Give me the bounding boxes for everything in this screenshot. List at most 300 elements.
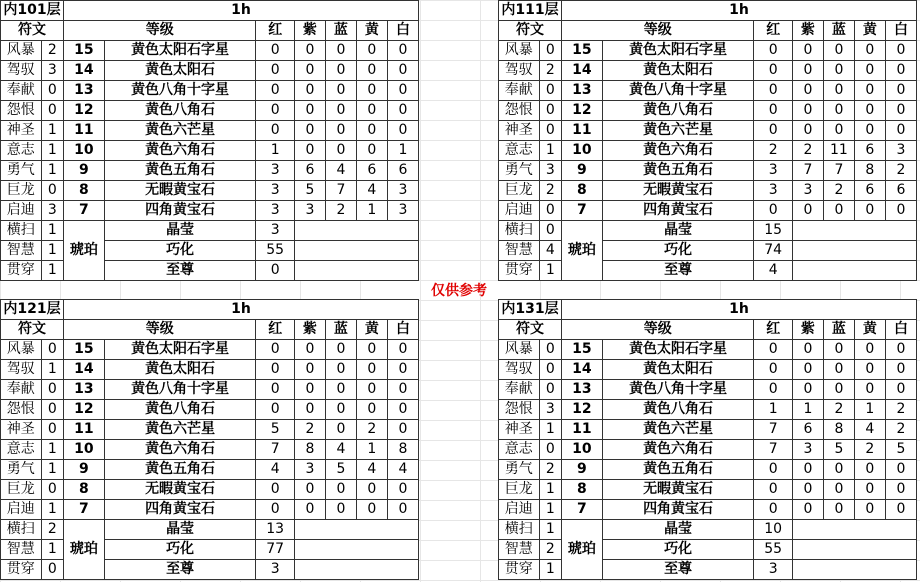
duration-label[interactable]: 1h [64,1,419,21]
rune-count-cell[interactable]: 1 [41,221,63,241]
color-count-cell[interactable]: 6 [854,181,885,201]
stone-name-cell[interactable]: 四角黄宝石 [602,500,754,520]
color-count-cell[interactable]: 3 [885,141,916,161]
rune-name-cell[interactable]: 意志 [1,440,42,460]
level-number-cell[interactable]: 8 [562,480,603,500]
rune-name-cell[interactable]: 奉献 [499,380,540,400]
color-header[interactable]: 红 [256,320,294,340]
rune-count-cell[interactable]: 1 [539,261,561,281]
stone-name-cell[interactable]: 黄色太阳石字星 [104,41,256,61]
color-count-cell[interactable]: 0 [792,460,823,480]
color-count-cell[interactable]: 7 [823,161,854,181]
color-header[interactable]: 白 [885,21,916,41]
color-count-cell[interactable]: 0 [356,400,387,420]
color-count-cell[interactable]: 0 [854,121,885,141]
rune-name-cell[interactable]: 智慧 [1,241,42,261]
color-count-cell[interactable]: 0 [885,61,916,81]
color-count-cell[interactable]: 0 [294,61,325,81]
level-number-cell[interactable]: 11 [562,121,603,141]
color-count-cell[interactable]: 0 [256,121,294,141]
rune-count-cell[interactable]: 0 [41,420,63,440]
stone-name-cell[interactable]: 黄色八角石 [104,400,256,420]
rune-count-cell[interactable]: 1 [41,121,63,141]
color-count-cell[interactable]: 0 [256,340,294,360]
rune-name-cell[interactable]: 勇气 [499,161,540,181]
stone-name-cell[interactable]: 黄色太阳石 [104,61,256,81]
level-number-cell[interactable]: 9 [64,460,105,480]
amber-item-name[interactable]: 晶莹 [104,520,256,540]
level-number-cell[interactable]: 11 [562,420,603,440]
color-count-cell[interactable]: 4 [325,161,356,181]
rune-name-cell[interactable]: 巨龙 [1,480,42,500]
color-count-cell[interactable]: 0 [256,41,294,61]
rune-count-cell[interactable]: 0 [539,340,561,360]
rune-name-cell[interactable]: 风暴 [499,340,540,360]
color-count-cell[interactable]: 0 [325,360,356,380]
stone-name-cell[interactable]: 黄色八角石 [104,101,256,121]
color-count-cell[interactable]: 0 [823,41,854,61]
color-count-cell[interactable]: 2 [792,141,823,161]
stone-name-cell[interactable]: 黄色太阳石 [602,360,754,380]
amber-item-value[interactable]: 3 [256,560,294,580]
color-count-cell[interactable]: 3 [387,201,418,221]
level-number-cell[interactable]: 14 [64,61,105,81]
rune-name-cell[interactable]: 启迪 [499,201,540,221]
stone-name-cell[interactable]: 黄色六角石 [104,440,256,460]
rune-name-cell[interactable]: 智慧 [499,540,540,560]
amber-item-name[interactable]: 巧化 [602,241,754,261]
color-header[interactable]: 黄 [356,21,387,41]
color-header[interactable]: 蓝 [823,320,854,340]
color-count-cell[interactable]: 1 [356,201,387,221]
color-count-cell[interactable]: 0 [356,141,387,161]
color-count-cell[interactable]: 0 [754,41,792,61]
color-count-cell[interactable]: 6 [294,161,325,181]
level-number-cell[interactable]: 11 [64,420,105,440]
color-header[interactable]: 紫 [792,320,823,340]
stone-name-cell[interactable]: 四角黄宝石 [602,201,754,221]
rune-name-cell[interactable]: 启迪 [1,201,42,221]
stone-name-cell[interactable]: 黄色六芒星 [602,121,754,141]
floor-title[interactable]: 内101层 [1,1,64,21]
color-header[interactable]: 白 [387,320,418,340]
stone-name-cell[interactable]: 无暇黄宝石 [104,480,256,500]
rune-count-cell[interactable]: 0 [539,221,561,241]
rune-name-cell[interactable]: 勇气 [1,460,42,480]
color-header[interactable]: 黄 [356,320,387,340]
color-count-cell[interactable]: 3 [256,201,294,221]
stone-name-cell[interactable]: 黄色六芒星 [104,420,256,440]
color-count-cell[interactable]: 0 [754,340,792,360]
level-number-cell[interactable]: 13 [562,81,603,101]
rune-name-cell[interactable]: 巨龙 [1,181,42,201]
stone-name-cell[interactable]: 黄色五角石 [602,161,754,181]
color-count-cell[interactable]: 0 [387,121,418,141]
color-count-cell[interactable]: 0 [854,41,885,61]
rune-name-cell[interactable]: 怨恨 [499,101,540,121]
level-number-cell[interactable]: 10 [562,141,603,161]
rune-name-cell[interactable]: 启迪 [499,500,540,520]
rune-count-cell[interactable]: 1 [41,141,63,161]
color-count-cell[interactable]: 0 [854,460,885,480]
amber-item-name[interactable]: 晶莹 [104,221,256,241]
stone-name-cell[interactable]: 黄色太阳石字星 [602,340,754,360]
color-count-cell[interactable]: 0 [294,360,325,380]
color-count-cell[interactable]: 0 [294,41,325,61]
level-number-cell[interactable]: 10 [64,141,105,161]
color-count-cell[interactable]: 0 [792,201,823,221]
amber-item-value[interactable]: 0 [256,261,294,281]
rune-name-cell[interactable]: 神圣 [499,121,540,141]
color-count-cell[interactable]: 0 [823,201,854,221]
rune-count-cell[interactable]: 0 [539,380,561,400]
color-count-cell[interactable]: 0 [823,500,854,520]
rune-count-cell[interactable]: 3 [539,400,561,420]
color-header[interactable]: 红 [256,21,294,41]
rune-name-cell[interactable]: 神圣 [499,420,540,440]
empty-cell[interactable] [294,540,418,560]
rune-count-cell[interactable]: 0 [539,440,561,460]
color-count-cell[interactable]: 4 [256,460,294,480]
stone-name-cell[interactable]: 黄色五角石 [104,161,256,181]
color-count-cell[interactable]: 0 [325,380,356,400]
color-count-cell[interactable]: 0 [792,360,823,380]
rune-count-cell[interactable]: 2 [41,41,63,61]
color-count-cell[interactable]: 0 [325,61,356,81]
color-count-cell[interactable]: 0 [854,500,885,520]
rune-count-cell[interactable]: 1 [539,420,561,440]
rune-count-cell[interactable]: 1 [41,440,63,460]
rune-name-cell[interactable]: 怨恨 [499,400,540,420]
color-count-cell[interactable]: 0 [792,480,823,500]
color-header[interactable]: 红 [754,21,792,41]
color-count-cell[interactable]: 0 [387,81,418,101]
color-count-cell[interactable]: 2 [885,400,916,420]
color-count-cell[interactable]: 0 [325,480,356,500]
level-number-cell[interactable]: 9 [562,460,603,480]
color-count-cell[interactable]: 0 [294,500,325,520]
stone-name-cell[interactable]: 黄色八角十字星 [602,380,754,400]
duration-label[interactable]: 1h [64,300,419,320]
rune-count-cell[interactable]: 0 [41,181,63,201]
amber-item-name[interactable]: 至尊 [602,560,754,580]
empty-cell[interactable] [792,261,916,281]
color-count-cell[interactable]: 7 [754,420,792,440]
amber-item-value[interactable]: 13 [256,520,294,540]
color-count-cell[interactable]: 2 [823,400,854,420]
color-count-cell[interactable]: 0 [387,360,418,380]
color-count-cell[interactable]: 0 [885,121,916,141]
color-count-cell[interactable]: 0 [294,101,325,121]
color-count-cell[interactable]: 7 [754,440,792,460]
rune-count-cell[interactable]: 0 [539,101,561,121]
color-count-cell[interactable]: 0 [792,121,823,141]
color-count-cell[interactable]: 0 [387,420,418,440]
rune-count-cell[interactable]: 2 [539,61,561,81]
color-count-cell[interactable]: 5 [325,460,356,480]
color-count-cell[interactable]: 0 [325,500,356,520]
rune-name-cell[interactable]: 奉献 [1,81,42,101]
color-count-cell[interactable]: 2 [754,141,792,161]
duration-label[interactable]: 1h [562,300,917,320]
rune-name-cell[interactable]: 贯穿 [499,560,540,580]
amber-label[interactable]: 琥珀 [562,520,603,580]
rune-name-cell[interactable]: 横扫 [499,520,540,540]
level-number-cell[interactable]: 7 [64,201,105,221]
color-count-cell[interactable]: 0 [356,81,387,101]
level-number-cell[interactable]: 10 [64,440,105,460]
color-count-cell[interactable]: 0 [294,141,325,161]
color-header[interactable]: 蓝 [325,320,356,340]
color-count-cell[interactable]: 8 [823,420,854,440]
color-count-cell[interactable]: 2 [294,420,325,440]
stone-name-cell[interactable]: 黄色八角石 [602,101,754,121]
level-header[interactable]: 等级 [64,320,256,340]
amber-item-value[interactable]: 10 [754,520,792,540]
color-count-cell[interactable]: 5 [823,440,854,460]
color-count-cell[interactable]: 5 [256,420,294,440]
rune-count-cell[interactable]: 0 [539,121,561,141]
stone-name-cell[interactable]: 黄色六芒星 [602,420,754,440]
color-count-cell[interactable]: 6 [356,161,387,181]
level-number-cell[interactable]: 12 [64,101,105,121]
stone-name-cell[interactable]: 黄色六角石 [602,440,754,460]
empty-cell[interactable] [792,241,916,261]
color-count-cell[interactable]: 2 [325,201,356,221]
rune-header[interactable]: 符文 [499,320,562,340]
color-count-cell[interactable]: 3 [387,181,418,201]
rune-count-cell[interactable]: 1 [41,241,63,261]
color-count-cell[interactable]: 0 [356,380,387,400]
amber-item-value[interactable]: 74 [754,241,792,261]
rune-name-cell[interactable]: 奉献 [499,81,540,101]
rune-count-cell[interactable]: 1 [41,360,63,380]
amber-item-value[interactable]: 55 [256,241,294,261]
color-count-cell[interactable]: 0 [792,81,823,101]
color-count-cell[interactable]: 0 [356,340,387,360]
rune-count-cell[interactable]: 0 [539,201,561,221]
rune-count-cell[interactable]: 0 [41,400,63,420]
color-header[interactable]: 蓝 [823,21,854,41]
color-count-cell[interactable]: 6 [387,161,418,181]
rune-count-cell[interactable]: 1 [539,560,561,580]
color-count-cell[interactable]: 0 [356,500,387,520]
floor-title[interactable]: 内131层 [499,300,562,320]
rune-name-cell[interactable]: 智慧 [499,241,540,261]
empty-cell[interactable] [792,520,916,540]
level-number-cell[interactable]: 9 [64,161,105,181]
color-count-cell[interactable]: 0 [823,121,854,141]
stone-name-cell[interactable]: 四角黄宝石 [104,201,256,221]
color-count-cell[interactable]: 0 [387,340,418,360]
color-count-cell[interactable]: 0 [754,360,792,380]
color-count-cell[interactable]: 1 [256,141,294,161]
stone-name-cell[interactable]: 无暇黄宝石 [602,480,754,500]
rune-name-cell[interactable]: 奉献 [1,380,42,400]
color-count-cell[interactable]: 4 [387,460,418,480]
color-count-cell[interactable]: 0 [854,480,885,500]
stone-name-cell[interactable]: 黄色太阳石字星 [104,340,256,360]
color-header[interactable]: 红 [754,320,792,340]
rune-count-cell[interactable]: 4 [539,241,561,261]
color-count-cell[interactable]: 3 [792,440,823,460]
stone-name-cell[interactable]: 黄色太阳石字星 [602,41,754,61]
color-count-cell[interactable]: 0 [294,121,325,141]
color-count-cell[interactable]: 0 [294,340,325,360]
rune-count-cell[interactable]: 0 [41,81,63,101]
color-count-cell[interactable]: 7 [792,161,823,181]
color-count-cell[interactable]: 0 [823,81,854,101]
rune-name-cell[interactable]: 神圣 [1,420,42,440]
color-count-cell[interactable]: 0 [356,61,387,81]
level-number-cell[interactable]: 13 [562,380,603,400]
floor-title[interactable]: 内121层 [1,300,64,320]
color-count-cell[interactable]: 1 [792,400,823,420]
rune-count-cell[interactable]: 1 [41,540,63,560]
color-count-cell[interactable]: 0 [325,101,356,121]
color-count-cell[interactable]: 0 [387,380,418,400]
rune-count-cell[interactable]: 1 [41,261,63,281]
rune-count-cell[interactable]: 0 [41,480,63,500]
color-count-cell[interactable]: 0 [823,360,854,380]
color-count-cell[interactable]: 8 [854,161,885,181]
stone-name-cell[interactable]: 黄色五角石 [602,460,754,480]
color-header[interactable]: 紫 [294,320,325,340]
rune-count-cell[interactable]: 0 [539,81,561,101]
duration-label[interactable]: 1h [562,1,917,21]
color-count-cell[interactable]: 3 [792,181,823,201]
color-count-cell[interactable]: 0 [387,61,418,81]
color-count-cell[interactable]: 0 [256,360,294,380]
empty-cell[interactable] [792,560,916,580]
rune-name-cell[interactable]: 横扫 [1,221,42,241]
color-count-cell[interactable]: 4 [356,181,387,201]
color-count-cell[interactable]: 0 [754,201,792,221]
color-header[interactable]: 紫 [792,21,823,41]
amber-item-name[interactable]: 巧化 [104,241,256,261]
level-number-cell[interactable]: 8 [562,181,603,201]
stone-name-cell[interactable]: 黄色太阳石 [104,360,256,380]
color-count-cell[interactable]: 1 [754,400,792,420]
rune-name-cell[interactable]: 风暴 [1,340,42,360]
rune-count-cell[interactable]: 1 [539,480,561,500]
level-header[interactable]: 等级 [64,21,256,41]
rune-count-cell[interactable]: 0 [41,340,63,360]
empty-cell[interactable] [294,261,418,281]
rune-name-cell[interactable]: 贯穿 [499,261,540,281]
level-number-cell[interactable]: 15 [562,340,603,360]
color-count-cell[interactable]: 0 [823,340,854,360]
color-count-cell[interactable]: 0 [256,500,294,520]
color-count-cell[interactable]: 0 [387,400,418,420]
amber-item-value[interactable]: 3 [256,221,294,241]
color-count-cell[interactable]: 0 [325,141,356,161]
color-count-cell[interactable]: 3 [294,460,325,480]
rune-count-cell[interactable]: 3 [41,61,63,81]
rune-count-cell[interactable]: 0 [41,101,63,121]
color-count-cell[interactable]: 6 [885,181,916,201]
color-header[interactable]: 白 [885,320,916,340]
color-count-cell[interactable]: 3 [754,181,792,201]
color-count-cell[interactable]: 0 [256,61,294,81]
color-count-cell[interactable]: 0 [885,101,916,121]
rune-name-cell[interactable]: 意志 [1,141,42,161]
empty-cell[interactable] [792,540,916,560]
level-header[interactable]: 等级 [562,21,754,41]
level-number-cell[interactable]: 14 [562,61,603,81]
rune-count-cell[interactable]: 0 [41,380,63,400]
color-count-cell[interactable]: 4 [325,440,356,460]
amber-item-value[interactable]: 3 [754,560,792,580]
rune-count-cell[interactable]: 3 [539,161,561,181]
rune-name-cell[interactable]: 横扫 [499,221,540,241]
rune-name-cell[interactable]: 驾驭 [1,61,42,81]
level-number-cell[interactable]: 12 [562,400,603,420]
color-count-cell[interactable]: 0 [356,360,387,380]
level-number-cell[interactable]: 14 [562,360,603,380]
rune-count-cell[interactable]: 1 [41,500,63,520]
color-header[interactable]: 黄 [854,21,885,41]
rune-count-cell[interactable]: 3 [41,201,63,221]
rune-name-cell[interactable]: 横扫 [1,520,42,540]
level-number-cell[interactable]: 15 [64,340,105,360]
color-count-cell[interactable]: 0 [854,340,885,360]
stone-name-cell[interactable]: 黄色八角十字星 [602,81,754,101]
color-count-cell[interactable]: 1 [854,400,885,420]
color-count-cell[interactable]: 0 [325,340,356,360]
rune-count-cell[interactable]: 2 [41,520,63,540]
level-number-cell[interactable]: 8 [64,181,105,201]
color-count-cell[interactable]: 0 [885,340,916,360]
level-number-cell[interactable]: 14 [64,360,105,380]
stone-name-cell[interactable]: 黄色八角十字星 [104,81,256,101]
stone-name-cell[interactable]: 黄色八角石 [602,400,754,420]
color-count-cell[interactable]: 0 [885,81,916,101]
color-count-cell[interactable]: 4 [356,460,387,480]
color-count-cell[interactable]: 0 [823,480,854,500]
rune-name-cell[interactable]: 怨恨 [1,101,42,121]
rune-header[interactable]: 符文 [1,320,64,340]
amber-item-name[interactable]: 晶莹 [602,520,754,540]
color-count-cell[interactable]: 0 [792,340,823,360]
stone-name-cell[interactable]: 黄色六角石 [602,141,754,161]
level-number-cell[interactable]: 15 [562,41,603,61]
color-count-cell[interactable]: 0 [792,61,823,81]
rune-count-cell[interactable]: 1 [539,520,561,540]
color-count-cell[interactable]: 0 [294,380,325,400]
amber-item-value[interactable]: 77 [256,540,294,560]
rune-count-cell[interactable]: 0 [539,360,561,380]
color-count-cell[interactable]: 0 [325,420,356,440]
empty-cell[interactable] [792,221,916,241]
color-count-cell[interactable]: 0 [792,41,823,61]
color-count-cell[interactable]: 7 [325,181,356,201]
color-count-cell[interactable]: 0 [356,101,387,121]
color-count-cell[interactable]: 4 [854,420,885,440]
color-count-cell[interactable]: 5 [885,440,916,460]
rune-name-cell[interactable]: 贯穿 [1,261,42,281]
color-count-cell[interactable]: 0 [325,400,356,420]
color-count-cell[interactable]: 0 [294,480,325,500]
color-count-cell[interactable]: 0 [885,380,916,400]
level-number-cell[interactable]: 13 [64,81,105,101]
color-count-cell[interactable]: 0 [325,81,356,101]
color-count-cell[interactable]: 0 [854,61,885,81]
color-count-cell[interactable]: 6 [792,420,823,440]
color-count-cell[interactable]: 0 [256,400,294,420]
color-count-cell[interactable]: 0 [854,81,885,101]
level-number-cell[interactable]: 7 [562,500,603,520]
